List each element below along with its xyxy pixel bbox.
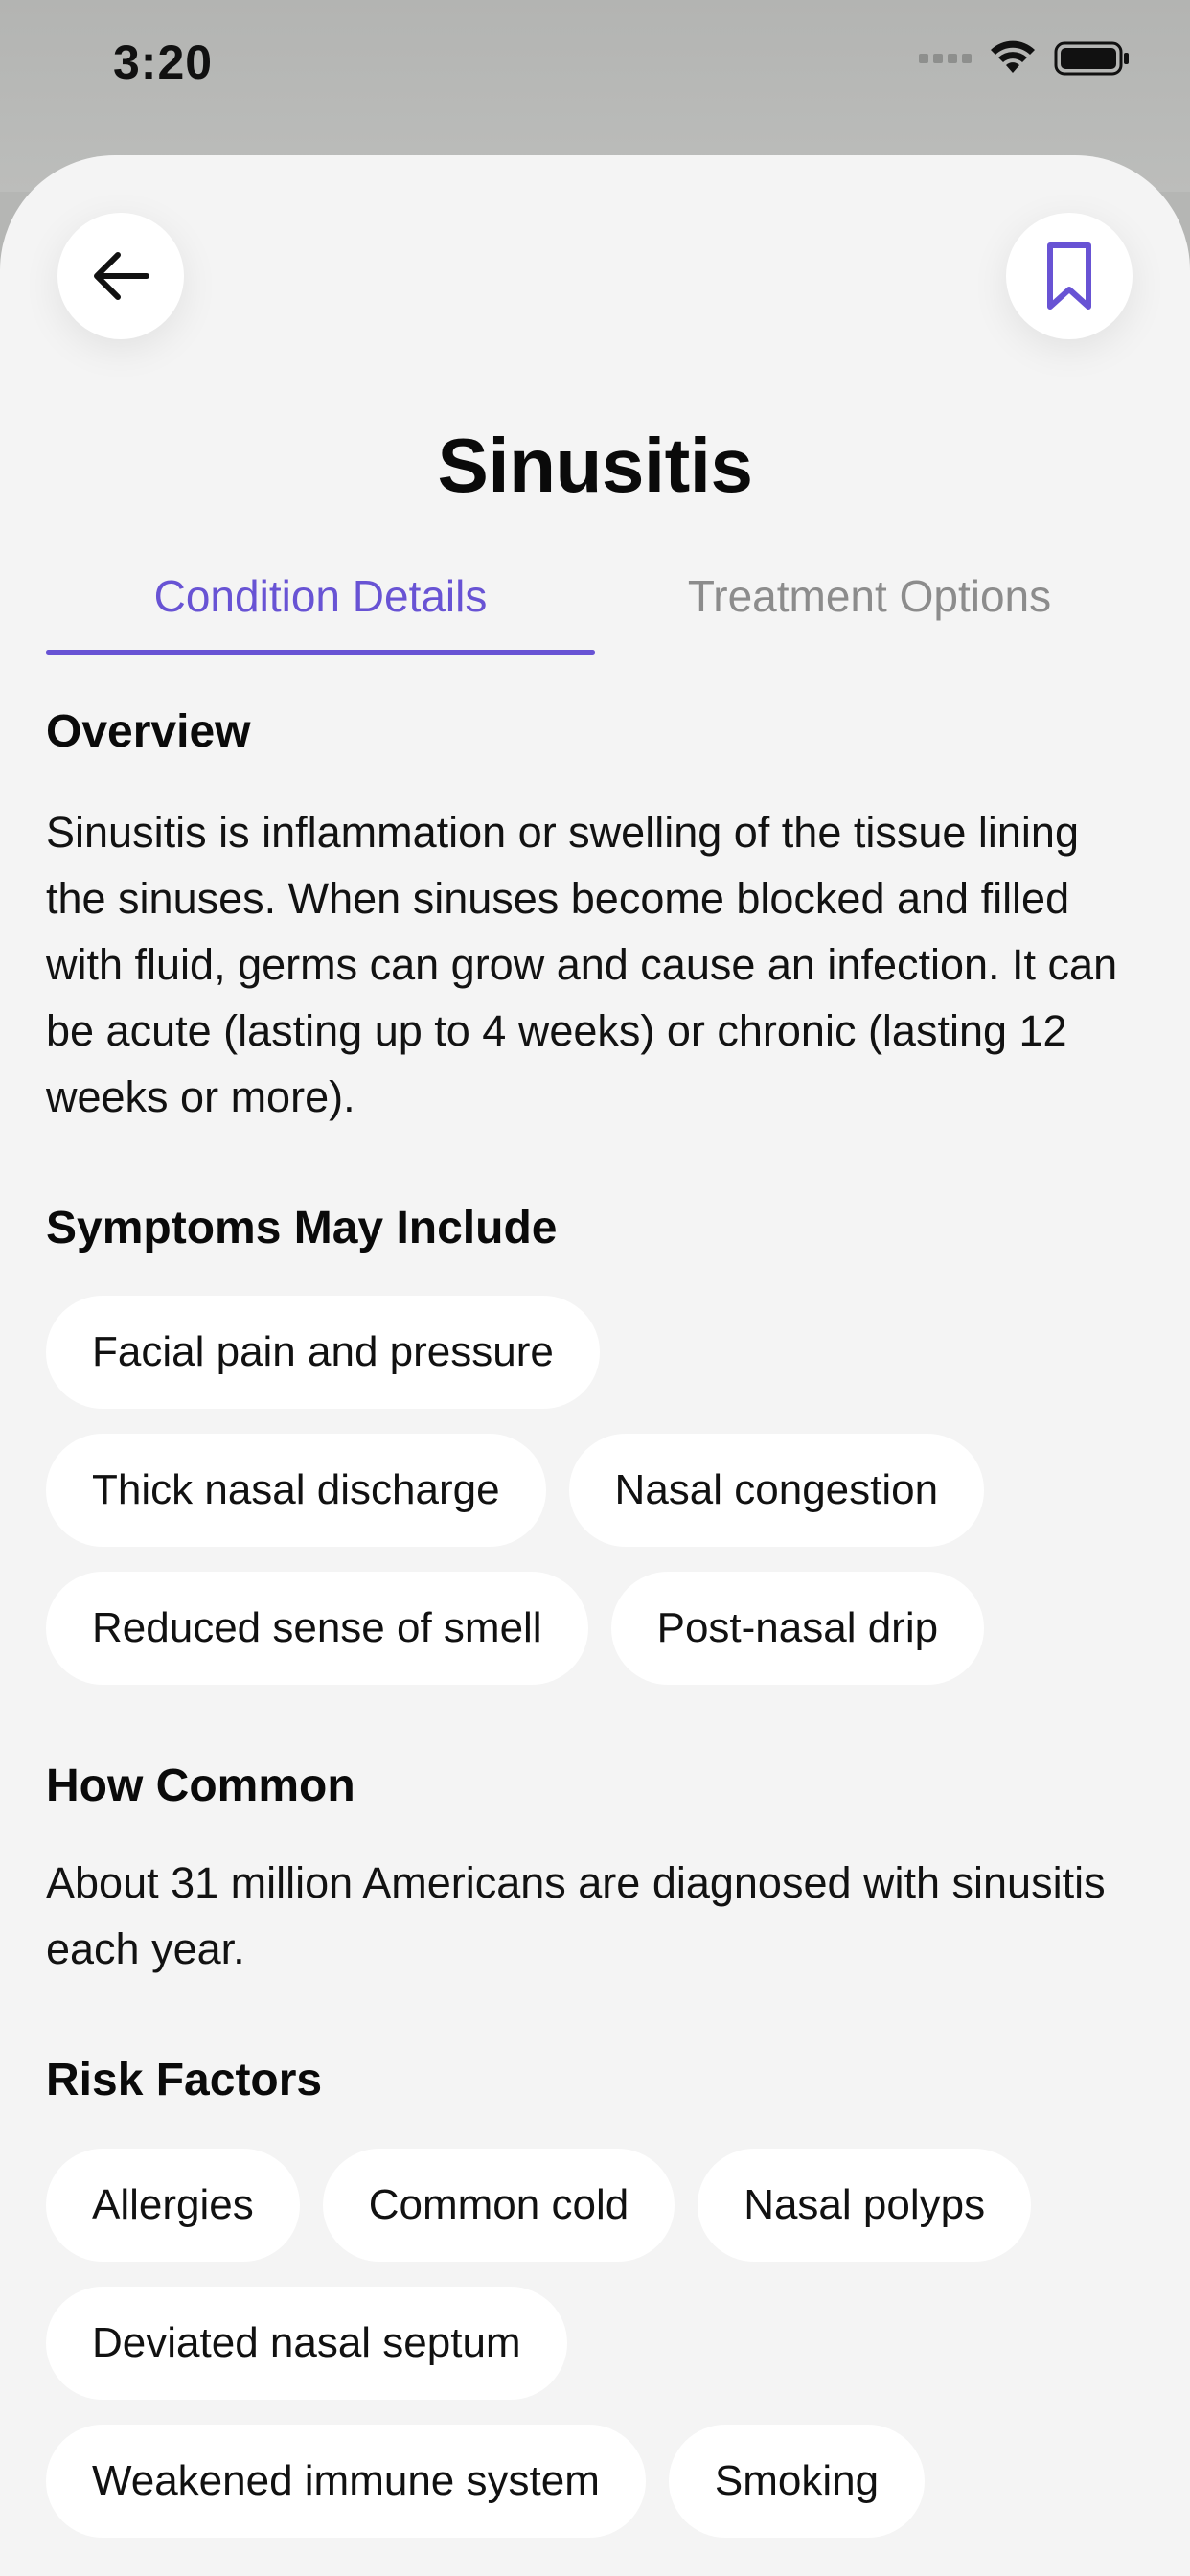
risk-factors-row-1 — [46, 2149, 1031, 2262]
risk-factor-chip[interactable]: Nasal polyps — [698, 2149, 1031, 2262]
symptom-chip[interactable]: Reduced sense of smell — [46, 1572, 588, 1685]
arrow-left-icon — [87, 247, 154, 305]
risk-factor-chip[interactable]: Common cold — [323, 2149, 675, 2262]
battery-icon — [1054, 40, 1131, 77]
symptom-chip[interactable]: Nasal congestion — [569, 1434, 985, 1547]
bookmark-button[interactable] — [1006, 213, 1133, 339]
how-common-text: About 31 million Americans are diagnosed with sinusitis each year. — [46, 1858, 1106, 1973]
symptoms-row-3 — [46, 1572, 984, 1685]
active-tab-indicator — [46, 650, 595, 655]
risk-factors-heading: Risk Factors — [46, 2055, 323, 2105]
symptom-chip[interactable]: Thick nasal discharge — [46, 1434, 546, 1547]
bookmark-icon — [1045, 242, 1093, 310]
overview-heading: Overview — [46, 706, 251, 757]
tab-condition-details[interactable]: Condition Details — [153, 571, 488, 621]
symptoms-row-2 — [46, 1434, 984, 1547]
risk-factor-chip[interactable]: Allergies — [46, 2149, 300, 2262]
cellular-signal-icon — [919, 54, 972, 63]
risk-factors-row-2 — [46, 2287, 567, 2400]
status-icons — [919, 40, 1131, 77]
wifi-icon — [989, 40, 1037, 77]
risk-factor-chip[interactable]: Deviated nasal septum — [46, 2287, 567, 2400]
how-common-heading: How Common — [46, 1760, 355, 1811]
risk-factors-row-3 — [46, 2425, 925, 2538]
status-time: 3:20 — [113, 35, 214, 89]
page-title: Sinusitis — [437, 423, 753, 508]
back-button[interactable] — [57, 213, 184, 339]
symptom-chip[interactable]: Facial pain and pressure — [46, 1296, 600, 1409]
symptom-chip[interactable]: Post-nasal drip — [611, 1572, 984, 1685]
tab-bar — [46, 565, 1144, 657]
overview-text: Sinusitis is inflammation or swelling of the tissue lining the sinuses. When sinuses become blocked and filled with fluid, germs can grow and cause an infection. It can be acute (lasting up to 4 weeks) or chronic (lasting 12 weeks or more). — [46, 808, 1118, 1121]
risk-factor-chip[interactable]: Smoking — [669, 2425, 925, 2538]
tab-treatment-options[interactable]: Treatment Options — [687, 571, 1052, 621]
risk-factor-chip[interactable]: Weakened immune system — [46, 2425, 646, 2538]
symptoms-row-1 — [46, 1296, 600, 1409]
symptoms-heading: Symptoms May Include — [46, 1203, 558, 1254]
status-bar — [0, 0, 1190, 134]
